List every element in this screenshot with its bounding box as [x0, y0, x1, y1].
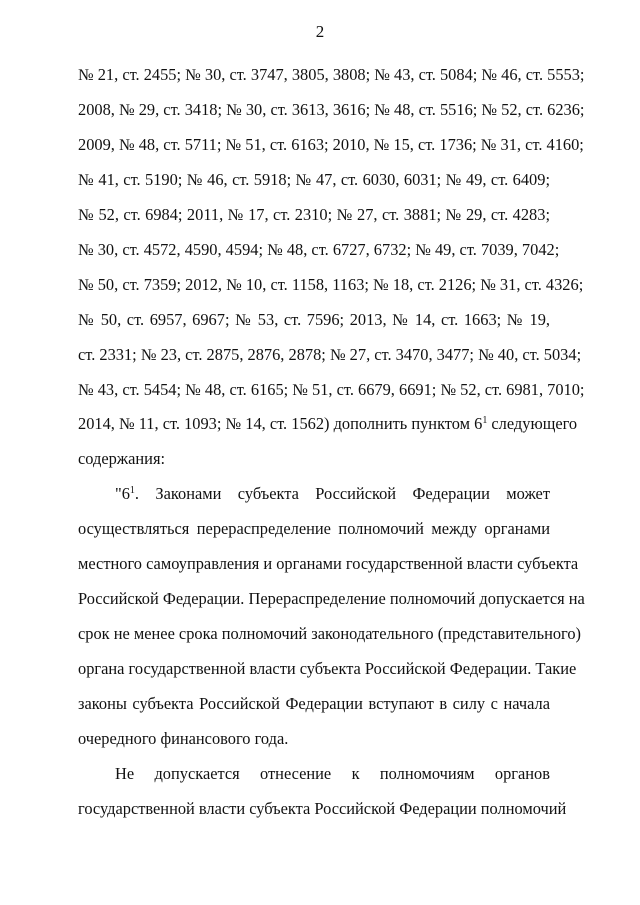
text-line: очередного финансового года. — [78, 729, 289, 748]
text-line: ст. 2331; № 23, ст. 2875, 2876, 2878; № 27, ст. 3470, 3477; № 40, ст. 5034; — [78, 345, 582, 364]
text-line-with-superscript — [115, 484, 550, 504]
text-line: органа государственной власти субъекта Российской Федерации. Такие — [78, 659, 577, 678]
text-line: местного самоуправления и органами государственной власти субъекта — [78, 554, 579, 573]
text-line: № 52, ст. 6984; 2011, № 17, ст. 2310; № 27, ст. 3881; № 29, ст. 4283; — [78, 205, 550, 224]
text-line: № 30, ст. 4572, 4590, 4594; № 48, ст. 6727, 6732; № 49, ст. 7039, 7042; — [78, 240, 560, 259]
text-line: законы субъекта Российской Федерации вступают в силу с начала — [78, 694, 550, 713]
text-line: осуществляться перераспределение полномочий между органами — [78, 519, 550, 538]
text-line: содержания: — [78, 449, 166, 468]
superscript: 1 — [129, 485, 135, 496]
text-line: 2008, № 29, ст. 3418; № 30, ст. 3613, 3616; № 48, ст. 5516; № 52, ст. 6236; — [78, 100, 585, 119]
text-segment: следующего — [487, 414, 578, 433]
text-line: срок не менее срока полномочий законодательного (представительного) — [78, 624, 582, 643]
page-number: 2 — [315, 22, 325, 41]
text-line: № 41, ст. 5190; № 46, ст. 5918; № 47, ст. 6030, 6031; № 49, ст. 6409; — [78, 170, 550, 189]
text-line: государственной власти субъекта Российской Федерации полномочий — [78, 799, 567, 818]
text-line: № 50, ст. 6957, 6967; № 53, ст. 7596; 2013, № 14, ст. 1663; № 19, — [78, 310, 550, 329]
text-line: Не допускается отнесение к полномочиям органов — [115, 764, 550, 783]
text-segment: 2014, № 11, ст. 1093; № 14, ст. 1562) дополнить пунктом 6 — [78, 414, 483, 433]
superscript: 1 — [482, 415, 488, 426]
text-line: Российской Федерации. Перераспределение полномочий допускается на — [78, 589, 585, 608]
text-line: № 50, ст. 7359; 2012, № 10, ст. 1158, 1163; № 18, ст. 2126; № 31, ст. 4326; — [78, 275, 584, 294]
text-line: № 21, ст. 2455; № 30, ст. 3747, 3805, 3808; № 43, ст. 5084; № 46, ст. 5553; — [78, 65, 585, 84]
text-line: № 43, ст. 5454; № 48, ст. 6165; № 51, ст. 6679, 6691; № 52, ст. 6981, 7010; — [78, 380, 585, 399]
text-line-with-superscript — [78, 414, 578, 434]
text-segment: . Законами субъекта Российской Федерации может — [134, 484, 550, 503]
text-segment: "6 — [115, 484, 130, 503]
text-line: 2009, № 48, ст. 5711; № 51, ст. 6163; 2010, № 15, ст. 1736; № 31, ст. 4160; — [78, 135, 584, 154]
